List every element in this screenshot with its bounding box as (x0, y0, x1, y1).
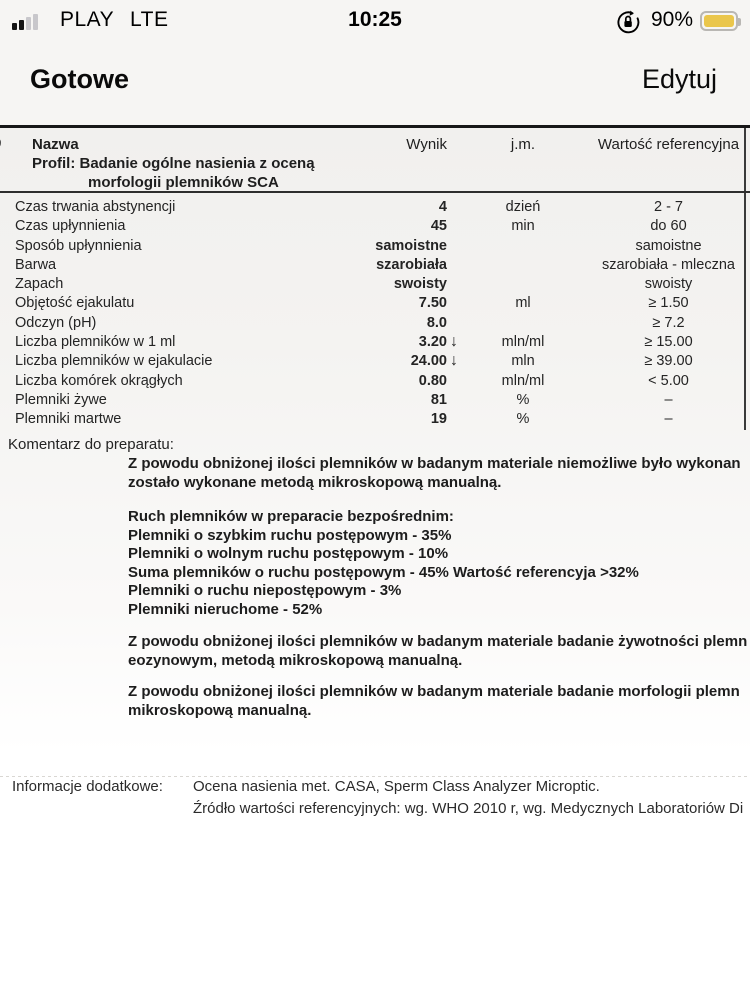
table-row: Objętość ejakulatu 7.50 ml ≥ 1.50 (0, 294, 750, 313)
motility-line: Ruch plemników w preparacie bezpośrednim: (128, 508, 454, 525)
low-arrow-icon (447, 410, 473, 429)
network-type-label: LTE (130, 8, 169, 31)
status-clock: 10:25 (348, 8, 402, 31)
additional-info-line: Ocena nasienia met. CASA, Sperm Class Analyzer Microptic. (193, 778, 600, 795)
battery-icon (700, 11, 738, 31)
comment-section-label: Komentarz do preparatu: (8, 436, 174, 453)
table-row: Barwa szarobiała szarobiała - mleczna (0, 256, 750, 275)
table-row: Liczba plemników w ejakulacie 24.00 ↓ mln ≥ 39.00 (0, 352, 750, 371)
orientation-lock-icon (615, 9, 641, 35)
low-arrow-icon (447, 275, 473, 294)
profile-title-line1: Profil: Badanie ogólne nasienia z oceną (32, 155, 315, 172)
column-header-name: Nazwa (32, 136, 79, 153)
table-row: Liczba plemników w 1 ml 3.20 ↓ mln/ml ≥ 15.00 (0, 333, 750, 352)
motility-line: Suma plemników o ruchu postępowym - 45% Wartość referencyja >32% (128, 563, 639, 581)
comment-line: eozynowym, metodą mikroskopową manualną. (128, 651, 463, 669)
done-button[interactable]: Gotowe (30, 64, 129, 94)
comment-line: Z powodu obniżonej ilości plemników w badanym materiale badanie żywotności plemn (128, 633, 748, 650)
low-arrow-icon: ↓ (450, 333, 458, 351)
table-row: Odczyn (pH) 8.0 ≥ 7.2 (0, 314, 750, 333)
table-row: Liczba komórek okrągłych 0.80 mln/ml < 5.00 (0, 372, 750, 391)
motility-line: Plemniki o ruchu niepostępowym - 3% (128, 582, 402, 599)
additional-info-label: Informacje dodatkowe: (12, 778, 163, 795)
motility-line: Plemniki o szybkim ruchu postępowym - 35% (128, 526, 452, 544)
additional-info-line: Źródło wartości referencyjnych: wg. WHO 2010 r, wg. Medycznych Laboratoriów Di (193, 800, 744, 817)
low-arrow-icon (447, 294, 473, 313)
motility-line: Plemniki nieruchome - 52% (128, 600, 323, 618)
low-arrow-icon (447, 237, 473, 256)
motility-line: Plemniki o wolnym ruchu postępowym - 10% (128, 545, 449, 562)
column-header-reference: Wartość referencyjna (597, 136, 740, 153)
low-arrow-icon: ↓ (450, 352, 458, 370)
column-header-unit: j.m. (510, 136, 536, 153)
table-row: Czas trwania abstynencji 4 dzień 2 - 7 (0, 198, 750, 217)
comment-line: Z powodu obniżonej ilości plemników w badanym materiale niemożliwe było wykonan (128, 455, 741, 472)
section-divider (0, 776, 750, 777)
table-row: Zapach swoisty swoisty (0, 275, 750, 294)
low-arrow-icon (447, 372, 473, 391)
profile-title-line2: morfologii plemników SCA (88, 174, 279, 191)
table-header-row (0, 135, 750, 154)
low-arrow-icon (447, 217, 473, 236)
header-divider (0, 191, 750, 193)
low-arrow-icon (447, 198, 473, 217)
table-row: Plemniki żywe 81 % – (0, 391, 750, 410)
comment-line: mikroskopową manualną. (128, 701, 312, 719)
table-row: Plemniki martwe 19 % – (0, 410, 750, 429)
carrier-label: PLAY (60, 8, 115, 31)
lab-report-document (0, 128, 750, 997)
table-row: Czas upłynnienia 45 min do 60 (0, 217, 750, 236)
table-row: Sposób upłynnienia samoistne samoistne (0, 237, 750, 256)
comment-line: zostało wykonane metodą mikroskopową manualną. (128, 474, 502, 491)
low-arrow-icon (447, 391, 473, 410)
comment-line: Z powodu obniżonej ilości plemników w badanym materiale badanie morfologii plemn (128, 683, 740, 700)
status-and-nav-bar (0, 0, 750, 125)
results-table (0, 198, 750, 430)
edit-button[interactable]: Edytuj (641, 64, 717, 94)
low-arrow-icon (447, 256, 473, 275)
battery-percent-label: 90% (651, 8, 694, 31)
column-header-result: Wynik (406, 136, 447, 153)
low-arrow-icon (447, 314, 473, 333)
